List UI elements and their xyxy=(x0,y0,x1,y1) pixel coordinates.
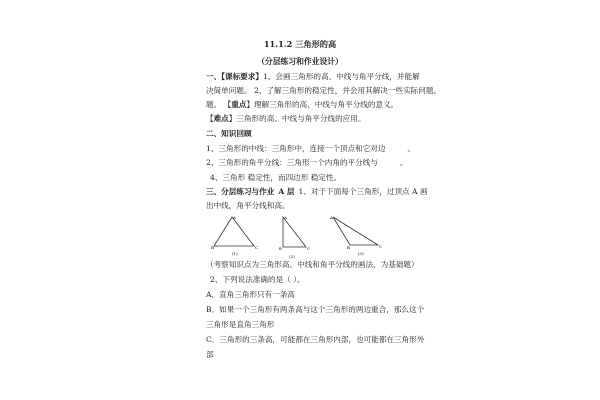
option-b-line-1: B．如果一个三角形有两条高与这个三角形的两边重合，那么这个 xyxy=(206,305,425,314)
review-item-1-text: 1、三角形的中线：三角形中，连接一个顶点和它对边 xyxy=(206,144,386,153)
section-1-line-3 xyxy=(206,99,398,110)
review-item-1 xyxy=(206,143,415,154)
triangle-3-label-b: B xyxy=(347,245,350,250)
doc-title: 11.1.2 三角形的高 xyxy=(263,39,337,49)
key-point-label: 重点 xyxy=(231,100,247,109)
option-b-line-2: 三角形是直角三角形 xyxy=(206,320,275,329)
section-3-line-1 xyxy=(206,186,428,197)
level-a-label: A 层 xyxy=(278,187,295,196)
option-c-line-2: 部 xyxy=(206,350,214,359)
triangle-1-label-b: B xyxy=(211,245,214,250)
triangle-1-shape xyxy=(214,217,254,246)
doc-subtitle: （分层练习和作业设计） xyxy=(257,57,343,66)
section-3-heading: 三、分层练习与作业 xyxy=(206,187,275,196)
option-c-line-1: C．三角形的三条高，可能都在三角形内部，也可能都在三角形外 xyxy=(206,335,425,344)
task-1-text: 1、对于下面每个三角形，过顶点 A 画 xyxy=(298,187,428,196)
section-1-text-1: 1、会画三角形的高、中线与角平分线，并能解 xyxy=(262,72,420,81)
option-a: A．直角三角形只有一条高 xyxy=(206,290,296,299)
section-1-heading: 一、【课标要求】 xyxy=(206,72,263,81)
triangle-figure-1 xyxy=(210,215,262,257)
review-item-2-tail: 。 xyxy=(399,158,408,167)
triangle-figure-3 xyxy=(330,215,386,257)
section-1-line-2: 决简单问题。 2、了解三角形的稳定性，并会用其解决一些实际问题。 xyxy=(206,86,442,95)
triangle-2-label-b: B xyxy=(279,246,282,251)
task-1-text-cont: 出中线，角平分线和高。 xyxy=(206,201,290,210)
review-item-2 xyxy=(206,157,408,168)
triangle-3-shape xyxy=(333,217,378,245)
triangle-2-caption: (2) xyxy=(289,254,295,259)
triangle-figure-2 xyxy=(278,215,314,260)
difficulty-label: 难点 xyxy=(213,114,229,123)
section-1-line-4 xyxy=(206,113,365,124)
triangle-2-label-a: A xyxy=(284,215,287,220)
key-point-open: 题。 【 xyxy=(206,100,232,109)
triangle-1-label-a: A xyxy=(233,215,236,220)
triangle-1-caption: (1) xyxy=(232,251,238,256)
triangle-3-label-a: A xyxy=(330,215,333,220)
triangle-3-label-c: C xyxy=(379,244,383,249)
review-item-2-text: 2、三角形的角平分线：三角形一个内角的平分线与 xyxy=(206,158,378,167)
difficulty-text: 】三角形的高、中线与角平分线的应用。 xyxy=(228,114,366,123)
triangle-1-label-c: C xyxy=(255,245,259,250)
triangle-3-caption: (3) xyxy=(358,251,364,256)
triangle-2-label-c: C xyxy=(307,246,311,251)
question-2: 2、下列说法准确的是（ ）。 xyxy=(210,275,305,284)
review-item-1-tail: 。 xyxy=(407,144,416,153)
exercise-note: （考察知识点为三角形高、中线和角平分线的画法，为基础题） xyxy=(206,260,419,269)
review-item-4: 4、三角形 稳定性，而四边形 稳定性。 xyxy=(210,173,342,182)
key-point-text: 】理解三角形的高、中线与角平分线的意义。 xyxy=(246,100,399,109)
triangle-2-shape xyxy=(283,217,306,247)
section-2-heading: 二、知识回顾 xyxy=(206,129,252,138)
section-1-line-1 xyxy=(206,71,420,82)
difficulty-open: 【 xyxy=(206,114,214,123)
